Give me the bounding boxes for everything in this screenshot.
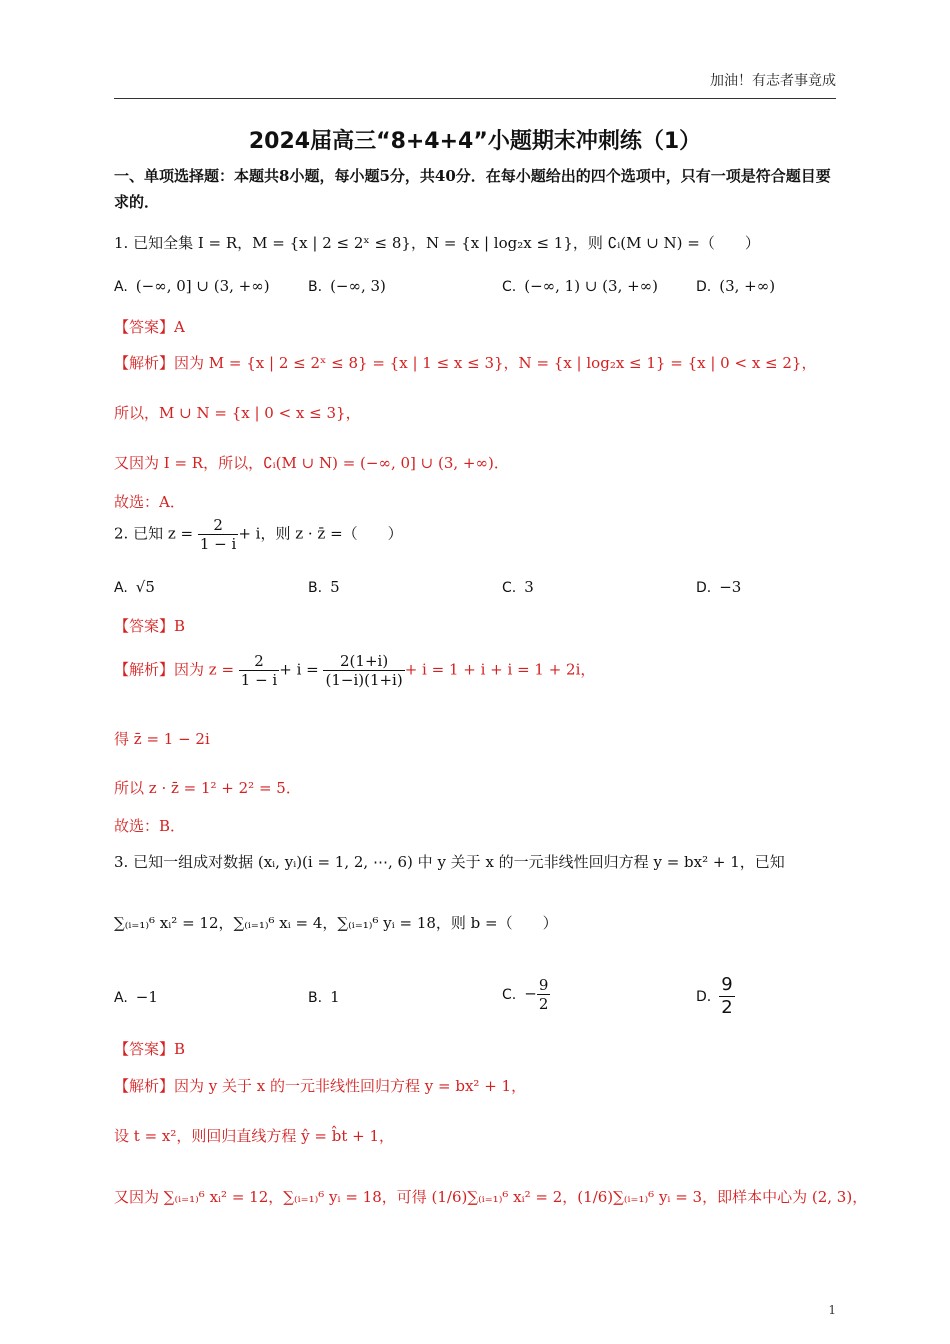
q1-option-c: C. (−∞, 1) ∪ (3, +∞) xyxy=(502,277,659,295)
q3-option-d: D. $\frac{9}{2}$ xyxy=(696,974,733,1018)
q3-analysis-3: 又因为 ∑₍ᵢ₌₁₎⁶ xᵢ² = 12，∑₍ᵢ₌₁₎⁶ yᵢ = 18，可得 (1/6)∑₍ᵢ₌₁₎⁶ xᵢ² = 2，(1/6)∑₍ᵢ₌₁₎⁶ yᵢ = 3，即样本中心为 (2, 3)， xyxy=(114,1188,868,1206)
q2-analysis-fraction-1: $\frac{2}{1 - i}$ xyxy=(240,652,278,689)
q3-stem-1: 3. 已知一组成对数据 (xᵢ, yᵢ)(i = 1, 2, ⋯, 6) 中 y 关于 x 的一元非线性回归方程 y = bx² + 1，已知 xyxy=(114,853,785,871)
q1-analysis-3: 又因为 I = R，所以，∁ᵢ(M ∪ N) = (−∞, 0] ∪ (3, +∞)． xyxy=(114,454,509,472)
q3-stem-2: ∑₍ᵢ₌₁₎⁶ xᵢ² = 12，∑₍ᵢ₌₁₎⁶ xᵢ = 4，∑₍ᵢ₌₁₎⁶ yᵢ = 18，则 b =（ ） xyxy=(114,914,558,932)
q2-answer: 【答案】B xyxy=(114,617,186,635)
q3-option-c-fraction: $\frac{9}{2}$ xyxy=(538,976,549,1013)
header-slogan: 加油！有志者事竟成 xyxy=(710,73,836,89)
q2-analysis-3: 所以 z · z̄ = 1² + 2² = 5． xyxy=(114,779,301,797)
q2-analysis-1: 【解析】因为 z = $\frac{2}{1 - i}$ + i = $\frac{2(1+i)}{(1-i)(1+i)}$ + i = 1 + i + i = 1 + 2i， xyxy=(114,652,596,689)
header-rule xyxy=(114,98,836,99)
q2-stem-fraction: $\frac{2}{1 - i}$ xyxy=(199,516,237,553)
q2-option-c: C. 3 xyxy=(502,578,534,596)
q1-stem: 1. 已知全集 I = R，M = {x | 2 ≤ 2ˣ ≤ 8}，N = {x | log₂x ≤ 1}，则 ∁ᵢ(M ∪ N) =（ ） xyxy=(114,234,760,252)
q1-analysis-4: 故选：A． xyxy=(114,493,185,511)
q1-analysis-1: 【解析】因为 M = {x | 2 ≤ 2ˣ ≤ 8} = {x | 1 ≤ x ≤ 3}，N = {x | log₂x ≤ 1} = {x | 0 < x ≤ 2}， xyxy=(114,354,817,372)
q3-analysis-1: 【解析】因为 y 关于 x 的一元非线性回归方程 y = bx² + 1， xyxy=(114,1077,527,1095)
q3-analysis-2: 设 t = x²，则回归直线方程 ŷ = b̂t + 1， xyxy=(114,1127,394,1145)
page-number: 1 xyxy=(828,1303,836,1317)
q3-option-c: C. − $\frac{9}{2}$ xyxy=(502,976,549,1013)
q3-answer: 【答案】B xyxy=(114,1040,186,1058)
q2-option-b: B. 5 xyxy=(308,578,340,596)
q1-option-b: B. (−∞, 3) xyxy=(308,277,386,295)
q1-option-a: A. (−∞, 0] ∪ (3, +∞) xyxy=(114,277,270,295)
q3-option-b: B. 1 xyxy=(308,988,340,1006)
q3-option-a: A. −1 xyxy=(114,988,158,1006)
q1-answer: 【答案】A xyxy=(114,318,185,336)
q2-stem: 2. 已知 z = $\frac{2}{1 - i}$ + i，则 z · z̄ =（ ） xyxy=(114,516,403,553)
q1-analysis-2: 所以，M ∪ N = {x | 0 < x ≤ 3}， xyxy=(114,404,361,422)
q2-analysis-2: 得 z̄ = 1 − 2i xyxy=(114,730,210,748)
q3-option-d-fraction: $\frac{9}{2}$ xyxy=(721,974,733,1018)
q1-option-d: D. (3, +∞) xyxy=(696,277,776,295)
page-title: 2024届高三“8+4+4”小题期末冲刺练（1） xyxy=(248,129,702,154)
section-heading: 一、单项选择题：本题共8小题，每小题5分，共40分．在每小题给出的四个选项中，只有一项是符合题目要求的． xyxy=(114,167,831,211)
q2-option-a: A. √5 xyxy=(114,578,155,596)
q2-analysis-fraction-2: $\frac{2(1+i)}{(1-i)(1+i)}$ xyxy=(325,652,403,689)
q2-option-d: D. −3 xyxy=(696,578,742,596)
q2-analysis-4: 故选：B． xyxy=(114,817,186,835)
